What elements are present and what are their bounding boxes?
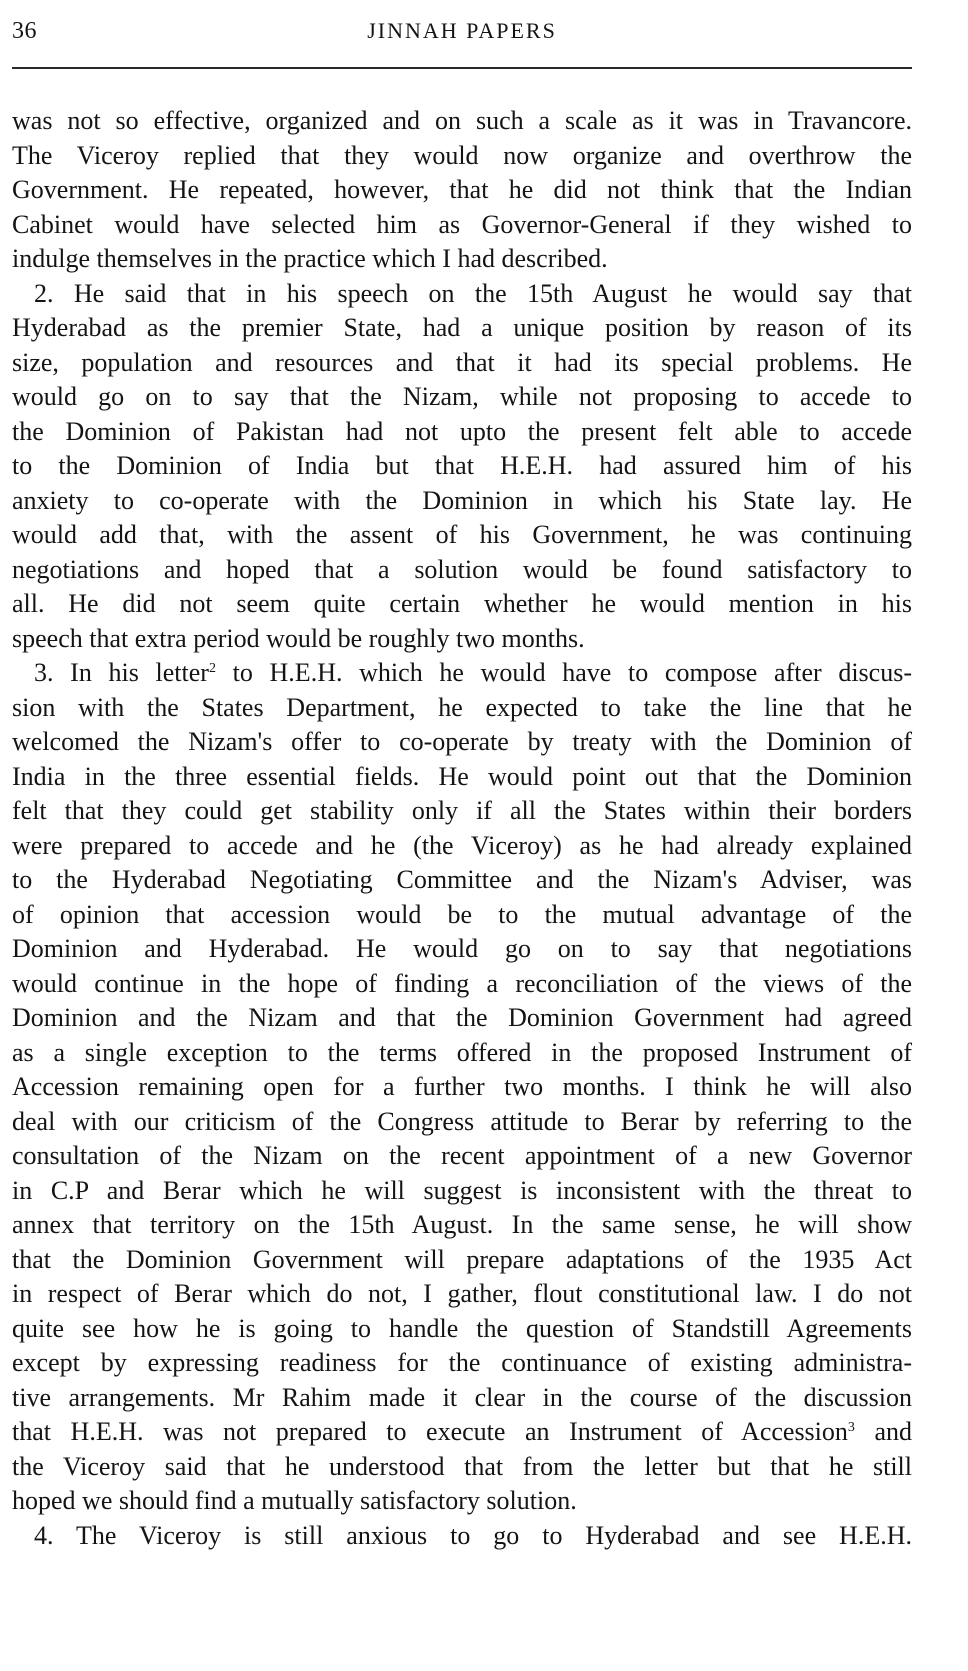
text-line — [12, 484, 912, 519]
text-line — [12, 1174, 912, 1209]
text-line-content: indulge themselves in the practice which I had described. — [12, 244, 608, 273]
text-line-content: India in the three essential fields. He would point out that the Dominion — [12, 761, 912, 791]
text-line — [12, 449, 912, 484]
text-line — [12, 1346, 912, 1381]
text-line — [12, 863, 912, 898]
text-line — [12, 760, 912, 795]
text-line — [12, 311, 912, 346]
text-line-content: Hyderabad as the premier State, had a unique position by reason of its — [12, 313, 912, 342]
text-line-content: sion with the States Department, he expected to take the line that he — [12, 692, 912, 722]
text-line-content: that H.E.H. was not prepared to execute an Instrument of Accession — [12, 1417, 848, 1446]
text-line — [12, 1070, 912, 1105]
text-line-content: all. He did not seem quite certain whether he would mention in his — [12, 589, 912, 618]
text-line-content: Dominion and Hyderabad. He would go on to say that negotiations — [12, 934, 912, 963]
text-line-content: that the Dominion Government will prepare adaptations of the 1935 Act — [12, 1244, 912, 1274]
text-line-content: tive arrangements. Mr Rahim made it clear in the course of the discussion — [12, 1382, 912, 1412]
text-line-content: 2. He said that in his speech on the 15th August he would say that — [34, 278, 912, 308]
body-text — [12, 104, 912, 1553]
text-line — [12, 1450, 912, 1485]
text-line-content: anxiety to co-operate with the Dominion in which his State lay. He — [12, 485, 912, 515]
text-line-content: in respect of Berar which do not, I gather, flout constitutional law. I do not — [12, 1279, 912, 1308]
running-head — [12, 14, 912, 50]
text-line — [12, 277, 912, 312]
text-line-content: deal with our criticism of the Congress attitude to Berar by referring to the — [12, 1106, 912, 1136]
footnote-marker: 3 — [847, 1420, 855, 1435]
text-line — [12, 173, 912, 208]
text-line — [12, 1105, 912, 1140]
text-line-continuation: and — [854, 1417, 912, 1446]
text-line — [12, 380, 912, 415]
text-line — [12, 1139, 912, 1174]
text-line — [12, 346, 912, 381]
text-line — [12, 1312, 912, 1347]
text-line-content: Dominion and the Nizam and that the Dominion Government had agreed — [12, 1003, 912, 1032]
text-line-content: as a single exception to the terms offered in the proposed Instrument of — [12, 1037, 912, 1067]
text-line-content: size, population and resources and that it had its special problems. He — [12, 347, 912, 377]
page-number: 36 — [12, 18, 37, 44]
text-line — [12, 1381, 912, 1416]
text-line — [12, 829, 912, 864]
text-line — [12, 1277, 912, 1312]
text-line — [12, 415, 912, 450]
text-line-content: to the Hyderabad Negotiating Committee and the Nizam's Adviser, was — [12, 865, 912, 894]
text-line-content: the Viceroy said that he understood that from the letter but that he still — [12, 1451, 912, 1481]
text-line — [12, 794, 912, 829]
footnote-marker: 2 — [208, 661, 216, 676]
text-line — [12, 208, 912, 243]
text-line-content: Government. He repeated, however, that he did not think that the Indian — [12, 175, 912, 204]
text-line-content: Accession remaining open for a further two months. I think he will also — [12, 1072, 912, 1101]
text-line — [12, 104, 912, 139]
text-line — [12, 1001, 912, 1036]
text-line-content: except by expressing readiness for the continuance of existing administra- — [12, 1348, 912, 1377]
text-line — [12, 898, 912, 933]
text-line — [12, 725, 912, 760]
text-line-content: to the Dominion of India but that H.E.H. had assured him of his — [12, 451, 912, 480]
text-line — [12, 656, 912, 691]
text-line — [12, 1519, 912, 1554]
text-line-content: was not so effective, organized and on such a scale as it was in Travancore. — [12, 106, 912, 135]
text-line — [12, 518, 912, 553]
text-line-content: Cabinet would have selected him as Governor-General if they wished to — [12, 209, 912, 239]
header-rule — [12, 67, 912, 69]
text-line — [12, 553, 912, 588]
text-line-content: would add that, with the assent of his Government, he was continuing — [12, 520, 912, 549]
text-line — [12, 139, 912, 174]
text-line-content: consultation of the Nizam on the recent appointment of a new Governor — [12, 1141, 912, 1170]
text-line — [12, 932, 912, 967]
text-line-continuation: to H.E.H. which he would have to compose after discus- — [215, 658, 912, 687]
text-line-content: quite see how he is going to handle the question of Standstill Agreements — [12, 1313, 912, 1343]
text-line-content: The Viceroy replied that they would now organize and overthrow the — [12, 140, 912, 170]
text-line — [12, 1208, 912, 1243]
running-title: JINNAH PAPERS — [367, 18, 557, 43]
text-line-content: 4. The Viceroy is still anxious to go to Hyderabad and see H.E.H. — [34, 1520, 912, 1550]
text-line — [12, 1415, 912, 1450]
text-line-content: annex that territory on the 15th August. In the same sense, he will show — [12, 1210, 912, 1239]
text-line-content: felt that they could get stability only if all the States within their borders — [12, 796, 912, 825]
text-line-content: welcomed the Nizam's offer to co-operate by treaty with the Dominion of — [12, 727, 912, 756]
text-line-content: the Dominion of Pakistan had not upto the present felt able to accede — [12, 416, 912, 446]
text-line-content: 3. In his letter — [34, 658, 209, 687]
text-line-content: would go on to say that the Nizam, while not proposing to accede to — [12, 382, 912, 411]
text-line — [12, 691, 912, 726]
text-line — [12, 967, 912, 1002]
text-line-content: hoped we should find a mutually satisfactory solution. — [12, 1486, 577, 1515]
text-line-content: of opinion that accession would be to the mutual advantage of the — [12, 899, 912, 929]
text-line-content: speech that extra period would be roughly two months. — [12, 623, 585, 653]
text-line — [12, 622, 912, 657]
text-line — [12, 587, 912, 622]
text-line — [12, 242, 912, 277]
text-line-content: in C.P and Berar which he will suggest is inconsistent with the threat to — [12, 1175, 912, 1205]
text-line — [12, 1036, 912, 1071]
text-line-content: were prepared to accede and he (the Viceroy) as he had already explained — [12, 830, 912, 860]
text-line — [12, 1243, 912, 1278]
text-line-content: negotiations and hoped that a solution would be found satisfactory to — [12, 554, 912, 584]
text-line — [12, 1484, 912, 1519]
text-line-content: would continue in the hope of finding a reconciliation of the views of the — [12, 968, 912, 998]
